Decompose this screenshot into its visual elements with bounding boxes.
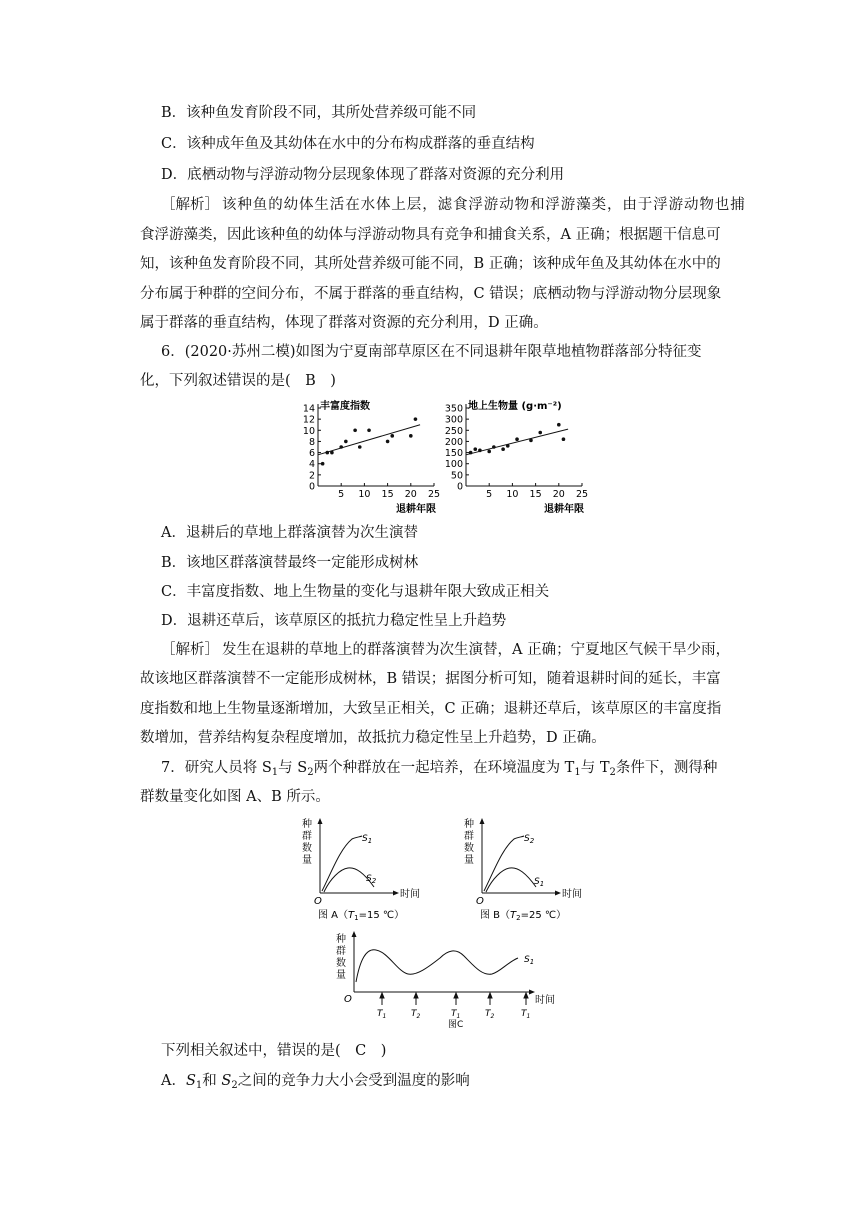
- series-s2-line: [484, 836, 524, 891]
- svg-text:数: 数: [464, 843, 474, 854]
- q5-analysis-line: 分布属于种群的空间分布，不属于群落的垂直结构，C 错误；底栖动物与浮游动物分层现象: [140, 286, 722, 302]
- y-tick-label: 2: [308, 470, 315, 482]
- chart-title: 地上生物量 (g·m⁻²): [468, 401, 562, 412]
- data-point: [409, 434, 413, 438]
- svg-text:时间: 时间: [535, 995, 555, 1006]
- x-axis-label: 退耕年限: [396, 504, 436, 515]
- y-tick-label: 200: [444, 436, 463, 448]
- series-s1-line: [322, 836, 362, 891]
- q6-stem: 6．(2020·苏州二模)如图为宁夏南部草原区在不同退耕年限草地植物群落部分特征变: [161, 344, 702, 360]
- q6-analysis-line: 数增加，营养结构复杂程度增加，故抵抗力稳定性呈上升趋势，D 正确。: [140, 730, 606, 746]
- y-tick-label: 12: [302, 414, 315, 426]
- svg-text:T1: $T_1$: [451, 1009, 461, 1020]
- svg-text:种: 种: [336, 934, 346, 945]
- time-markers: [380, 993, 528, 1005]
- data-point: [557, 423, 561, 427]
- data-point: [562, 437, 566, 441]
- y-tick-label: 50: [450, 470, 463, 482]
- figure-c: [332, 930, 562, 1030]
- data-point: [501, 447, 505, 451]
- svg-text:量: 量: [336, 970, 346, 981]
- svg-text:O: O: [344, 994, 352, 1005]
- svg-text:O: O: [476, 896, 484, 907]
- figure-caption: 图 $A(T_1=15$ ℃）: [318, 910, 405, 922]
- y-tick-label: 150: [444, 448, 463, 460]
- q6-analysis-tag: ［解析］: [161, 642, 219, 658]
- q5-option-d: D．底栖动物与浮游动物分层现象体现了群落对资源的充分利用: [161, 167, 565, 183]
- y-tick-label: 10: [302, 425, 315, 437]
- q6-option-c: C．丰富度指数、地上生物量的变化与退耕年限大致成正相关: [161, 584, 550, 600]
- q6-stem: 化，下列叙述错误的是( B ): [140, 373, 336, 389]
- q6-analysis-line: 度指数和地上生物量逐渐增加，大致呈正相关，C 正确；退耕还草后，该草原区的丰富度指: [140, 701, 722, 717]
- data-point: [390, 434, 394, 438]
- data-point: [529, 439, 533, 443]
- figure-caption: 图C: [448, 1020, 464, 1030]
- data-point: [321, 462, 325, 466]
- figure-caption: 图 $B(T_2=25$ ℃）: [480, 910, 567, 922]
- data-point: [358, 445, 362, 449]
- svg-text:群: 群: [302, 831, 312, 842]
- y-tick-label: 300: [444, 414, 463, 426]
- x-tick-label: 25: [575, 489, 589, 500]
- svg-text:种: 种: [464, 819, 474, 830]
- data-point: [325, 451, 329, 455]
- svg-text:群: 群: [336, 946, 346, 957]
- x-tick-label: 10: [506, 489, 519, 500]
- q5-analysis-line: 食浮游藻类，因此该种鱼的幼体与浮游动物具有竞争和捕食关系，A 正确；根据题干信息可: [140, 227, 721, 243]
- svg-text:群: 群: [464, 831, 474, 842]
- svg-text:T1: $T_1$: [521, 1009, 531, 1020]
- y-tick-label: 100: [444, 459, 463, 471]
- figure-b: [458, 815, 598, 923]
- richness-chart: [303, 399, 440, 515]
- x-tick-label: 5: [486, 489, 493, 500]
- y-tick-label: 4: [308, 459, 315, 471]
- data-point: [339, 445, 343, 449]
- q7-stem: 7．研究人员将 $S_1$与 $S_2$两个种群放在一起培养，在环境温度为 $T_1$与 $T_2$条件下，测得种: [161, 760, 718, 778]
- svg-text:T1: $T_1$: [377, 1009, 387, 1020]
- series-label-s2: $S_2$: [524, 834, 535, 845]
- data-point: [330, 451, 334, 455]
- y-tick-label: 6: [308, 448, 315, 460]
- q5-analysis-line: 该种鱼的幼体生活在水体上层，滤食浮游动物和浮游藻类，由于浮游动物也捕: [222, 197, 746, 213]
- q5-analysis-line: 知，该种鱼发育阶段不同，其所处营养级可能不同，B 正确；该种成年鱼及其幼体在水中的: [140, 256, 721, 272]
- origin-label: O: [314, 896, 322, 907]
- biomass-chart: [445, 399, 588, 515]
- svg-text:T2: $T_2$: [485, 1009, 495, 1020]
- y-tick-label: 0: [456, 481, 463, 493]
- x-tick-label: 5: [338, 489, 345, 500]
- q6-analysis-line: 故该地区群落演替不一定能形成树林，B 错误；据图分析可知，随着退耕时间的延长，丰富: [140, 671, 721, 687]
- data-point: [367, 428, 371, 432]
- q5-option-b: B．该种鱼发育阶段不同，其所处营养级可能不同: [161, 105, 477, 121]
- x-axis-label: 退耕年限: [544, 504, 584, 515]
- y-tick-label: 8: [308, 436, 315, 448]
- data-point: [492, 445, 496, 449]
- q7-question: 下列相关叙述中，错误的是( C ): [161, 1043, 387, 1059]
- y-tick-label: 14: [302, 403, 315, 415]
- data-point: [414, 417, 418, 421]
- time-marker-labels: [377, 1009, 530, 1020]
- series-s1-line: [356, 950, 518, 982]
- y-tick-label: 350: [444, 403, 463, 415]
- series-label-s1: $S_1$: [534, 877, 545, 888]
- q5-analysis-line: 属于群落的垂直结构，体现了群落对资源的充分利用，D 正确。: [140, 315, 548, 331]
- chart-title: 丰富度指数: [320, 401, 370, 412]
- y-tick-label: 0: [308, 481, 315, 493]
- q5-option-c: C．该种成年鱼及其幼体在水中的分布构成群落的垂直结构: [161, 136, 535, 152]
- data-point: [344, 440, 348, 444]
- x-tick-label: 25: [427, 489, 441, 500]
- x-tick-label: 20: [552, 489, 565, 500]
- svg-text:T2: $T_2$: [411, 1009, 421, 1020]
- y-axis-label: 种: [302, 819, 312, 830]
- data-point: [506, 444, 510, 448]
- x-tick-label: 20: [404, 489, 417, 500]
- data-point: [515, 437, 519, 441]
- q6-figure: [286, 398, 589, 516]
- figure-a: [296, 815, 436, 923]
- x-tick-label: 15: [529, 489, 542, 500]
- y-tick-label: 250: [444, 425, 463, 437]
- q6-option-b: B．该地区群落演替最终一定能形成树林: [161, 555, 419, 571]
- svg-text:时间: 时间: [562, 889, 582, 900]
- data-point: [473, 447, 477, 451]
- data-point: [538, 431, 542, 435]
- data-point: [386, 440, 390, 444]
- data-point: [353, 428, 357, 432]
- data-point: [487, 450, 491, 454]
- svg-text:数: 数: [336, 958, 346, 969]
- data-point: [478, 449, 482, 453]
- q5-analysis-tag: ［解析］: [161, 197, 219, 213]
- q6-option-a: A．退耕后的草地上群落演替为次生演替: [161, 525, 418, 541]
- x-tick-label: 15: [381, 489, 394, 500]
- x-axis-label: 时间: [400, 889, 420, 900]
- series-label-s1: $S_1$: [524, 955, 535, 966]
- series-label-s1: $S_1$: [362, 834, 373, 845]
- series-label-s2: $S_2$: [366, 874, 377, 885]
- q7-stem: 群数量变化如图 A、B 所示。: [140, 789, 330, 805]
- svg-text:数: 数: [302, 843, 312, 854]
- x-tick-label: 10: [358, 489, 371, 500]
- q6-option-d: D．退耕还草后，该草原区的抵抗力稳定性呈上升趋势: [161, 613, 507, 629]
- svg-text:量: 量: [302, 855, 312, 866]
- q7-option-a: A．$S_1$和 $S_2$之间的竞争力大小会受到温度的影响: [161, 1073, 470, 1091]
- q6-analysis-line: 发生在退耕的草地上的群落演替为次生演替，A 正确；宁夏地区气候干旱少雨，: [222, 642, 731, 658]
- svg-text:量: 量: [464, 855, 474, 866]
- data-point: [469, 451, 473, 455]
